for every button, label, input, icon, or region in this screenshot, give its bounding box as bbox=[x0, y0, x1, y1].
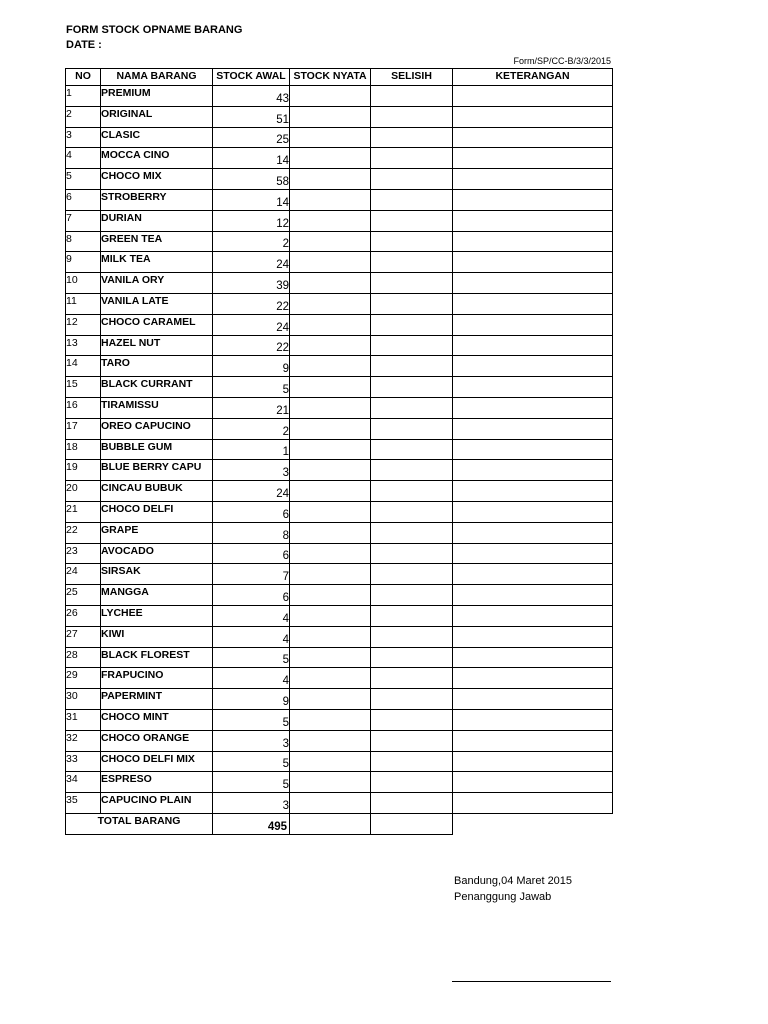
total-value: 495 bbox=[213, 813, 290, 834]
row-selisih-cell bbox=[371, 335, 453, 356]
responsible-label: Penanggung Jawab bbox=[454, 891, 552, 903]
row-selisih-cell bbox=[371, 647, 453, 668]
row-no: 9 bbox=[66, 252, 101, 273]
table-row bbox=[66, 772, 613, 793]
row-keterangan-cell bbox=[453, 481, 613, 502]
table-row bbox=[66, 730, 613, 751]
row-stock-awal: 4 bbox=[213, 626, 290, 647]
table-row bbox=[66, 314, 613, 335]
row-keterangan-cell bbox=[453, 231, 613, 252]
header-keterangan: KETERANGAN bbox=[453, 69, 613, 86]
row-keterangan-cell bbox=[453, 335, 613, 356]
row-nama-barang: BLACK FLOREST bbox=[101, 647, 213, 668]
row-nama-barang: OREO CAPUCINO bbox=[101, 418, 213, 439]
row-stock-awal: 24 bbox=[213, 481, 290, 502]
row-nama-barang: FRAPUCINO bbox=[101, 668, 213, 689]
signature-line bbox=[452, 981, 611, 982]
row-selisih-cell bbox=[371, 314, 453, 335]
row-keterangan-cell bbox=[453, 585, 613, 606]
table-row bbox=[66, 377, 613, 398]
row-keterangan-cell bbox=[453, 709, 613, 730]
row-keterangan-cell bbox=[453, 127, 613, 148]
row-selisih-cell bbox=[371, 543, 453, 564]
row-keterangan-cell bbox=[453, 439, 613, 460]
row-keterangan-cell bbox=[453, 148, 613, 169]
row-stock-awal: 2 bbox=[213, 231, 290, 252]
table-row bbox=[66, 335, 613, 356]
table-row bbox=[66, 793, 613, 814]
row-stock-awal: 3 bbox=[213, 793, 290, 814]
table-row bbox=[66, 252, 613, 273]
row-keterangan-cell bbox=[453, 210, 613, 231]
row-stock-awal: 22 bbox=[213, 335, 290, 356]
row-stock-nyata-cell bbox=[290, 543, 371, 564]
row-no: 4 bbox=[66, 148, 101, 169]
row-keterangan-cell bbox=[453, 730, 613, 751]
row-no: 17 bbox=[66, 418, 101, 439]
row-stock-awal: 12 bbox=[213, 210, 290, 231]
row-nama-barang: KIWI bbox=[101, 626, 213, 647]
row-stock-nyata-cell bbox=[290, 772, 371, 793]
row-nama-barang: LYCHEE bbox=[101, 605, 213, 626]
row-stock-nyata-cell bbox=[290, 293, 371, 314]
table-row bbox=[66, 169, 613, 190]
row-keterangan-cell bbox=[453, 689, 613, 710]
row-no: 3 bbox=[66, 127, 101, 148]
row-stock-awal: 24 bbox=[213, 252, 290, 273]
row-stock-awal: 7 bbox=[213, 564, 290, 585]
row-nama-barang: CHOCO ORANGE bbox=[101, 730, 213, 751]
row-keterangan-cell bbox=[453, 460, 613, 481]
header-nama-barang: NAMA BARANG bbox=[101, 69, 213, 86]
row-no: 14 bbox=[66, 356, 101, 377]
row-keterangan-cell bbox=[453, 751, 613, 772]
row-no: 29 bbox=[66, 668, 101, 689]
row-selisih-cell bbox=[371, 273, 453, 294]
row-stock-awal: 3 bbox=[213, 730, 290, 751]
row-selisih-cell bbox=[371, 293, 453, 314]
row-stock-awal: 14 bbox=[213, 148, 290, 169]
row-stock-nyata-cell bbox=[290, 189, 371, 210]
total-row bbox=[66, 813, 613, 834]
total-stock-nyata-cell bbox=[290, 813, 371, 834]
row-selisih-cell bbox=[371, 564, 453, 585]
row-keterangan-cell bbox=[453, 169, 613, 190]
row-keterangan-cell bbox=[453, 793, 613, 814]
row-nama-barang: BUBBLE GUM bbox=[101, 439, 213, 460]
row-no: 23 bbox=[66, 543, 101, 564]
stock-opname-table bbox=[65, 68, 613, 835]
row-stock-nyata-cell bbox=[290, 397, 371, 418]
row-stock-awal: 3 bbox=[213, 460, 290, 481]
row-selisih-cell bbox=[371, 106, 453, 127]
row-nama-barang: BLACK CURRANT bbox=[101, 377, 213, 398]
row-keterangan-cell bbox=[453, 772, 613, 793]
table-row bbox=[66, 127, 613, 148]
row-stock-awal: 4 bbox=[213, 668, 290, 689]
row-nama-barang: CHOCO CARAMEL bbox=[101, 314, 213, 335]
row-stock-nyata-cell bbox=[290, 647, 371, 668]
row-stock-nyata-cell bbox=[290, 106, 371, 127]
row-stock-awal: 51 bbox=[213, 106, 290, 127]
row-no: 32 bbox=[66, 730, 101, 751]
row-stock-nyata-cell bbox=[290, 668, 371, 689]
row-stock-awal: 8 bbox=[213, 522, 290, 543]
row-nama-barang: TIRAMISSU bbox=[101, 397, 213, 418]
row-stock-nyata-cell bbox=[290, 730, 371, 751]
row-nama-barang: BLUE BERRY CAPU bbox=[101, 460, 213, 481]
row-stock-nyata-cell bbox=[290, 231, 371, 252]
table-row bbox=[66, 709, 613, 730]
table-row bbox=[66, 626, 613, 647]
row-nama-barang: MANGGA bbox=[101, 585, 213, 606]
total-empty-cell bbox=[453, 813, 613, 834]
table-row bbox=[66, 501, 613, 522]
row-selisih-cell bbox=[371, 772, 453, 793]
row-stock-awal: 24 bbox=[213, 314, 290, 335]
row-stock-nyata-cell bbox=[290, 127, 371, 148]
row-stock-nyata-cell bbox=[290, 460, 371, 481]
row-stock-nyata-cell bbox=[290, 273, 371, 294]
row-selisih-cell bbox=[371, 522, 453, 543]
row-stock-awal: 58 bbox=[213, 169, 290, 190]
row-selisih-cell bbox=[371, 210, 453, 231]
row-no: 22 bbox=[66, 522, 101, 543]
row-nama-barang: TARO bbox=[101, 356, 213, 377]
row-no: 28 bbox=[66, 647, 101, 668]
row-stock-nyata-cell bbox=[290, 585, 371, 606]
row-keterangan-cell bbox=[453, 273, 613, 294]
row-nama-barang: DURIAN bbox=[101, 210, 213, 231]
table-row bbox=[66, 481, 613, 502]
table-row bbox=[66, 647, 613, 668]
row-stock-nyata-cell bbox=[290, 481, 371, 502]
row-no: 31 bbox=[66, 709, 101, 730]
row-selisih-cell bbox=[371, 189, 453, 210]
row-selisih-cell bbox=[371, 793, 453, 814]
row-keterangan-cell bbox=[453, 543, 613, 564]
row-stock-awal: 5 bbox=[213, 709, 290, 730]
row-stock-nyata-cell bbox=[290, 252, 371, 273]
row-stock-awal: 6 bbox=[213, 543, 290, 564]
row-stock-awal: 21 bbox=[213, 397, 290, 418]
row-nama-barang: GRAPE bbox=[101, 522, 213, 543]
row-selisih-cell bbox=[371, 169, 453, 190]
form-code: Form/SP/CC-B/3/3/2015 bbox=[513, 56, 611, 66]
row-stock-awal: 1 bbox=[213, 439, 290, 460]
row-nama-barang: AVOCADO bbox=[101, 543, 213, 564]
row-stock-nyata-cell bbox=[290, 148, 371, 169]
row-nama-barang: PAPERMINT bbox=[101, 689, 213, 710]
row-nama-barang: CLASIC bbox=[101, 127, 213, 148]
row-stock-nyata-cell bbox=[290, 418, 371, 439]
row-selisih-cell bbox=[371, 730, 453, 751]
row-stock-awal: 43 bbox=[213, 86, 290, 107]
row-nama-barang: CHOCO DELFI bbox=[101, 501, 213, 522]
row-keterangan-cell bbox=[453, 522, 613, 543]
row-keterangan-cell bbox=[453, 647, 613, 668]
row-no: 1 bbox=[66, 86, 101, 107]
total-selisih-cell bbox=[371, 813, 453, 834]
row-selisih-cell bbox=[371, 689, 453, 710]
table-row bbox=[66, 397, 613, 418]
row-stock-awal: 14 bbox=[213, 189, 290, 210]
table-row bbox=[66, 605, 613, 626]
row-stock-nyata-cell bbox=[290, 564, 371, 585]
row-nama-barang: CHOCO MIX bbox=[101, 169, 213, 190]
row-nama-barang: GREEN TEA bbox=[101, 231, 213, 252]
row-no: 26 bbox=[66, 605, 101, 626]
row-selisih-cell bbox=[371, 252, 453, 273]
row-no: 6 bbox=[66, 189, 101, 210]
row-no: 8 bbox=[66, 231, 101, 252]
row-stock-nyata-cell bbox=[290, 86, 371, 107]
row-no: 11 bbox=[66, 293, 101, 314]
table-row bbox=[66, 564, 613, 585]
row-selisih-cell bbox=[371, 605, 453, 626]
row-stock-nyata-cell bbox=[290, 439, 371, 460]
row-stock-nyata-cell bbox=[290, 522, 371, 543]
row-nama-barang: ORIGINAL bbox=[101, 106, 213, 127]
table-row bbox=[66, 460, 613, 481]
table-row bbox=[66, 273, 613, 294]
row-no: 25 bbox=[66, 585, 101, 606]
table-row bbox=[66, 585, 613, 606]
row-nama-barang: CINCAU BUBUK bbox=[101, 481, 213, 502]
place-date: Bandung,04 Maret 2015 bbox=[454, 875, 573, 887]
form-title: FORM STOCK OPNAME BARANG bbox=[66, 24, 243, 36]
table-row bbox=[66, 189, 613, 210]
row-keterangan-cell bbox=[453, 356, 613, 377]
total-label: TOTAL BARANG bbox=[66, 813, 213, 834]
row-stock-nyata-cell bbox=[290, 689, 371, 710]
row-no: 27 bbox=[66, 626, 101, 647]
table-row bbox=[66, 210, 613, 231]
row-nama-barang: CAPUCINO PLAIN bbox=[101, 793, 213, 814]
row-keterangan-cell bbox=[453, 293, 613, 314]
row-no: 16 bbox=[66, 397, 101, 418]
row-stock-nyata-cell bbox=[290, 335, 371, 356]
row-stock-nyata-cell bbox=[290, 314, 371, 335]
row-nama-barang: HAZEL NUT bbox=[101, 335, 213, 356]
row-stock-nyata-cell bbox=[290, 626, 371, 647]
row-nama-barang: MILK TEA bbox=[101, 252, 213, 273]
row-stock-awal: 6 bbox=[213, 501, 290, 522]
row-stock-nyata-cell bbox=[290, 210, 371, 231]
table-row bbox=[66, 231, 613, 252]
row-selisih-cell bbox=[371, 751, 453, 772]
row-selisih-cell bbox=[371, 460, 453, 481]
row-stock-nyata-cell bbox=[290, 356, 371, 377]
date-label: DATE : bbox=[66, 39, 102, 51]
table-row bbox=[66, 148, 613, 169]
table-row bbox=[66, 522, 613, 543]
row-selisih-cell bbox=[371, 501, 453, 522]
row-keterangan-cell bbox=[453, 86, 613, 107]
row-no: 35 bbox=[66, 793, 101, 814]
row-selisih-cell bbox=[371, 626, 453, 647]
table-row bbox=[66, 293, 613, 314]
header-no: NO bbox=[66, 69, 101, 86]
table-row bbox=[66, 689, 613, 710]
row-stock-awal: 5 bbox=[213, 377, 290, 398]
row-nama-barang: MOCCA CINO bbox=[101, 148, 213, 169]
row-stock-awal: 4 bbox=[213, 605, 290, 626]
row-nama-barang: VANILA LATE bbox=[101, 293, 213, 314]
row-nama-barang: PREMIUM bbox=[101, 86, 213, 107]
row-no: 10 bbox=[66, 273, 101, 294]
row-stock-awal: 5 bbox=[213, 772, 290, 793]
row-keterangan-cell bbox=[453, 668, 613, 689]
row-stock-nyata-cell bbox=[290, 169, 371, 190]
row-selisih-cell bbox=[371, 356, 453, 377]
row-stock-nyata-cell bbox=[290, 501, 371, 522]
row-keterangan-cell bbox=[453, 418, 613, 439]
row-nama-barang: CHOCO MINT bbox=[101, 709, 213, 730]
row-stock-awal: 9 bbox=[213, 689, 290, 710]
row-keterangan-cell bbox=[453, 397, 613, 418]
row-no: 7 bbox=[66, 210, 101, 231]
row-no: 30 bbox=[66, 689, 101, 710]
row-selisih-cell bbox=[371, 86, 453, 107]
row-keterangan-cell bbox=[453, 564, 613, 585]
row-no: 15 bbox=[66, 377, 101, 398]
row-no: 12 bbox=[66, 314, 101, 335]
row-no: 19 bbox=[66, 460, 101, 481]
row-no: 21 bbox=[66, 501, 101, 522]
row-stock-awal: 25 bbox=[213, 127, 290, 148]
row-keterangan-cell bbox=[453, 605, 613, 626]
row-no: 33 bbox=[66, 751, 101, 772]
row-selisih-cell bbox=[371, 231, 453, 252]
row-stock-nyata-cell bbox=[290, 377, 371, 398]
row-keterangan-cell bbox=[453, 626, 613, 647]
row-keterangan-cell bbox=[453, 252, 613, 273]
row-nama-barang: STROBERRY bbox=[101, 189, 213, 210]
row-selisih-cell bbox=[371, 418, 453, 439]
row-nama-barang: SIRSAK bbox=[101, 564, 213, 585]
row-stock-awal: 6 bbox=[213, 585, 290, 606]
row-nama-barang: VANILA ORY bbox=[101, 273, 213, 294]
table-row bbox=[66, 418, 613, 439]
row-keterangan-cell bbox=[453, 377, 613, 398]
row-stock-nyata-cell bbox=[290, 793, 371, 814]
table-row bbox=[66, 106, 613, 127]
table-row bbox=[66, 543, 613, 564]
row-no: 5 bbox=[66, 169, 101, 190]
row-stock-awal: 39 bbox=[213, 273, 290, 294]
table-row bbox=[66, 751, 613, 772]
row-stock-nyata-cell bbox=[290, 709, 371, 730]
row-selisih-cell bbox=[371, 585, 453, 606]
header-selisih: SELISIH bbox=[371, 69, 453, 86]
row-selisih-cell bbox=[371, 127, 453, 148]
row-keterangan-cell bbox=[453, 106, 613, 127]
table-row bbox=[66, 356, 613, 377]
row-selisih-cell bbox=[371, 377, 453, 398]
header-stock-awal: STOCK AWAL bbox=[213, 69, 290, 86]
header-stock-nyata: STOCK NYATA bbox=[290, 69, 371, 86]
row-stock-awal: 9 bbox=[213, 356, 290, 377]
row-stock-nyata-cell bbox=[290, 751, 371, 772]
row-stock-nyata-cell bbox=[290, 605, 371, 626]
table-row bbox=[66, 439, 613, 460]
row-no: 24 bbox=[66, 564, 101, 585]
table-row bbox=[66, 668, 613, 689]
row-stock-awal: 5 bbox=[213, 751, 290, 772]
row-stock-awal: 2 bbox=[213, 418, 290, 439]
row-selisih-cell bbox=[371, 481, 453, 502]
row-no: 2 bbox=[66, 106, 101, 127]
table-row bbox=[66, 86, 613, 107]
row-selisih-cell bbox=[371, 148, 453, 169]
row-no: 18 bbox=[66, 439, 101, 460]
table-body bbox=[66, 86, 613, 814]
header-row bbox=[66, 69, 613, 86]
row-no: 13 bbox=[66, 335, 101, 356]
row-selisih-cell bbox=[371, 397, 453, 418]
row-no: 20 bbox=[66, 481, 101, 502]
row-keterangan-cell bbox=[453, 501, 613, 522]
row-selisih-cell bbox=[371, 668, 453, 689]
row-no: 34 bbox=[66, 772, 101, 793]
row-stock-awal: 5 bbox=[213, 647, 290, 668]
row-nama-barang: CHOCO DELFI MIX bbox=[101, 751, 213, 772]
row-selisih-cell bbox=[371, 439, 453, 460]
row-keterangan-cell bbox=[453, 189, 613, 210]
row-nama-barang: ESPRESO bbox=[101, 772, 213, 793]
row-stock-awal: 22 bbox=[213, 293, 290, 314]
row-selisih-cell bbox=[371, 709, 453, 730]
row-keterangan-cell bbox=[453, 314, 613, 335]
